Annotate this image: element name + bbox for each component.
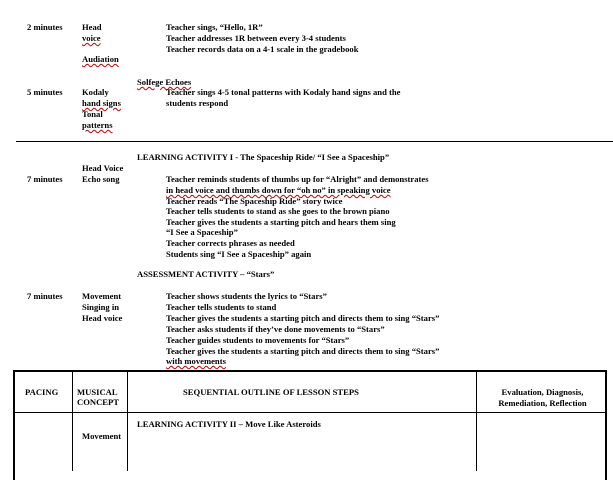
concept-movement: Movement — [82, 291, 122, 301]
pacing-2-minutes: 2 minutes — [27, 22, 63, 32]
step-text: Teacher shows students the lyrics to “Stars” — [166, 291, 327, 301]
concept-audiation: Audiation — [82, 54, 119, 64]
table-column-divider — [127, 370, 128, 471]
concept-singing-in: Singing in — [82, 302, 120, 312]
header-remediation: Remediation, Reflection — [498, 398, 587, 408]
concept-head-voice: Head voice — [82, 313, 123, 323]
step-text: Teacher reads “The Spaceship Ride” story twice — [166, 196, 343, 206]
solfege-heading: Solfege Echoes — [137, 77, 192, 87]
table-column-divider — [476, 370, 477, 471]
concept-echo-song: Echo song — [82, 174, 120, 184]
step-text: Teacher gives the students a starting pitch and hears them sing — [166, 217, 396, 227]
concept-movement: Movement — [82, 431, 122, 441]
header-pacing: PACING — [25, 387, 59, 397]
step-text: Teacher reminds students of thumbs up for “Alright” and demonstrates — [166, 174, 429, 184]
header-musical: MUSICAL — [77, 387, 118, 397]
step-text: with movements — [166, 356, 226, 366]
header-evaluation: Evaluation, Diagnosis, — [501, 387, 584, 397]
header-concept: CONCEPT — [77, 397, 120, 407]
step-text: Students sing “I See a Spaceship” again — [166, 249, 312, 259]
step-text: Teacher corrects phrases as needed — [166, 238, 295, 248]
assessment-title: ASSESSMENT ACTIVITY – “Stars” — [137, 269, 275, 279]
step-text: “I See a Spaceship” — [166, 227, 238, 237]
step-text: Teacher gives the students a starting pitch and directs them to sing “Stars” — [166, 313, 440, 323]
concept-kodaly: Kodaly — [82, 87, 109, 97]
concept-patterns: patterns — [82, 120, 113, 130]
step-text: Teacher addresses 1R between every 3-4 students — [166, 33, 346, 43]
concept-head-voice: Head Voice — [82, 163, 124, 173]
step-text: Teacher tells students to stand as she goes to the brown piano — [166, 206, 390, 216]
pacing-7-minutes: 7 minutes — [27, 291, 63, 301]
step-text: Teacher sings, “Hello, 1R” — [166, 22, 263, 32]
step-text: Teacher sings 4-5 tonal patterns with Kodaly hand signs and the — [166, 87, 401, 97]
pacing-5-minutes: 5 minutes — [27, 87, 63, 97]
header-outline: SEQUENTIAL OUTLINE OF LESSON STEPS — [183, 387, 359, 397]
concept-voice: voice — [82, 33, 101, 43]
step-text: students respond — [166, 98, 229, 108]
concept-head: Head — [82, 22, 102, 32]
step-text: in head voice and thumbs down for “oh no” in speaking voice — [166, 185, 391, 195]
step-text: Teacher records data on a 4-1 scale in the gradebook — [166, 44, 359, 54]
table-column-divider — [72, 370, 73, 471]
step-text: Teacher tells students to stand — [166, 302, 277, 312]
pacing-7-minutes: 7 minutes — [27, 174, 63, 184]
table-header-divider — [13, 412, 607, 413]
concept-tonal: Tonal — [82, 109, 103, 119]
step-text: Teacher gives the students a starting pitch and directs them to sing “Stars” — [166, 346, 440, 356]
activity-1-title: LEARNING ACTIVITY I - The Spaceship Ride/ “I See a Spaceship” — [137, 152, 390, 162]
activity-2-title: LEARNING ACTIVITY II – Move Like Asteroids — [137, 419, 321, 429]
step-text: Teacher guides students to movements for “Stars” — [166, 335, 350, 345]
section-divider — [16, 141, 613, 142]
concept-hand-signs: hand signs — [82, 98, 121, 108]
step-text: Teacher asks students if they’ve done movements to “Stars” — [166, 324, 385, 334]
